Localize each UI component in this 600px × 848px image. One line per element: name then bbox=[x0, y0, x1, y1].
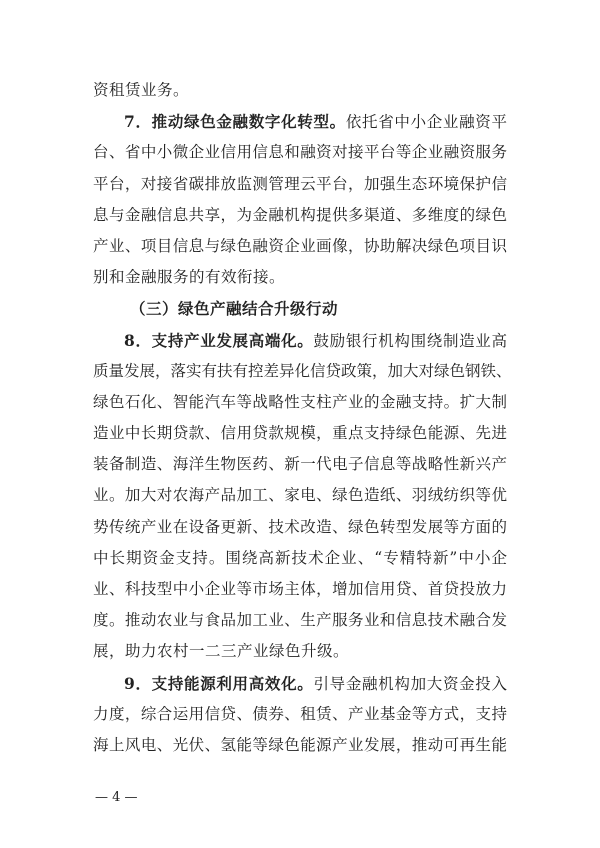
text-line: 质量发展，落实有扶有控差异化信贷政策，加大对绿色钢铁、 bbox=[93, 361, 512, 380]
item-heading: 8．支持产业发展高端化。 bbox=[124, 330, 314, 350]
text-line: 展，助力农村一二三产业绿色升级。 bbox=[93, 642, 350, 661]
document-body bbox=[93, 75, 512, 761]
text-line: 势传统产业在设备更新、技术改造、绿色转型发展等方面的 bbox=[93, 517, 507, 536]
text-line: 平台，对接省碳排放监测管理云平台，加强生态环境保护信 bbox=[93, 174, 507, 193]
text-span: 鼓励银行机构围绕制造业高 bbox=[313, 331, 507, 350]
text-line: 绿色石化、智能汽车等战略性支柱产业的金融支持。扩大制 bbox=[93, 392, 507, 411]
paragraph-8-first-line bbox=[93, 325, 507, 356]
text-line: 业、科技型中小企业等市场主体，增加信用贷、首贷投放力 bbox=[93, 580, 507, 598]
paragraph-9-first-line bbox=[93, 668, 507, 699]
text-line: 中长期资金支持。围绕高新技术企业、“专精特新”中小企 bbox=[93, 548, 507, 567]
page-number: — 4 — bbox=[95, 790, 138, 805]
text-span: 依托省中小企业融资平 bbox=[345, 113, 507, 132]
item-heading: 9．支持能源利用高效化。 bbox=[124, 673, 314, 693]
text-line: 业。加大对农海产品加工、家电、绿色造纸、羽绒纺织等优 bbox=[93, 486, 507, 505]
paragraph-7-first-line bbox=[93, 106, 507, 137]
text-line: 台、省中小微企业信用信息和融资对接平台等企业融资服务 bbox=[93, 143, 507, 162]
text-line: 别和金融服务的有效衔接。 bbox=[93, 268, 286, 287]
text-line: 资租赁业务。 bbox=[93, 81, 190, 99]
item-heading: 7．推动绿色金融数字化转型。 bbox=[124, 112, 346, 132]
text-line: 度。推动农业与食品加工业、生产服务业和信息技术融合发 bbox=[93, 611, 507, 630]
text-line: 海上风电、光伏、氢能等绿色能源产业发展，推动可再生能 bbox=[93, 735, 507, 754]
text-line: 息与金融信息共享，为金融机构提供多渠道、多维度的绿色 bbox=[93, 205, 507, 224]
text-line: 产业、项目信息与绿色融资企业画像，协助解决绿色项目识 bbox=[93, 236, 507, 255]
text-line: 力度，综合运用信贷、债券、租赁、产业基金等方式，支持 bbox=[93, 704, 507, 723]
text-line: 造业中长期贷款、信用贷款规模，重点支持绿色能源、先进 bbox=[93, 424, 507, 443]
section-heading: （三）绿色产融结合升级行动 bbox=[130, 299, 339, 319]
text-line: 装备制造、海洋生物医药、新一代电子信息等战略性新兴产 bbox=[93, 455, 507, 474]
text-span: 引导金融机构加大资金投入 bbox=[313, 674, 507, 693]
